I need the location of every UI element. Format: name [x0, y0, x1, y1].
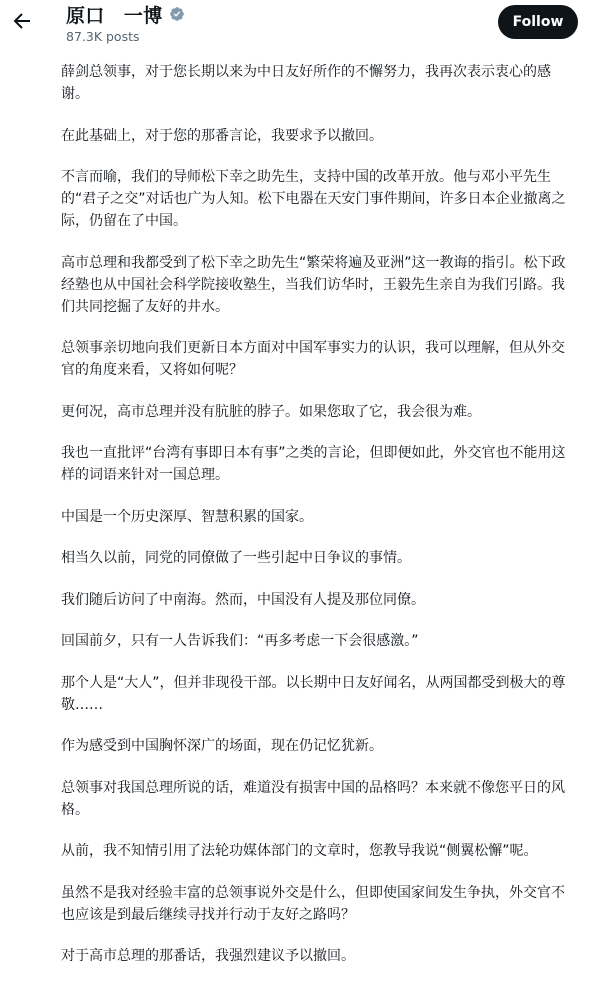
paragraph: 那个人是“大人”，但并非现役干部。以长期中日友好闻名，从两国都受到极大的尊敬……	[61, 674, 566, 713]
display-name: 原口 一博	[66, 4, 163, 27]
paragraph: 高市总理和我都受到了松下幸之助先生“繁荣将遍及亚洲”这一教诲的指引。松下政经塾也从中国社会科学院接收塾生，当我们访华时，王毅先生亲自为我们引路。我们共同挖掘了友好的井水。	[61, 254, 566, 315]
follow-button[interactable]: Follow	[498, 5, 578, 39]
back-button[interactable]	[10, 9, 34, 33]
paragraph: 相当久以前，同党的同僚做了一些引起中日争议的事情。	[61, 550, 411, 566]
paragraph: 从前，我不知情引用了法轮功媒体部门的文章时，您教导我说“侧翼松懈”呢。	[61, 843, 538, 859]
paragraph: 总领事亲切地向我们更新日本方面对中国军事实力的认识，我可以理解，但从外交官的角度来看，又将如何呢？	[61, 340, 565, 378]
arrow-left-icon	[10, 9, 34, 33]
paragraph: 更何况，高市总理并没有肮脏的脖子。如果您取了它，我会很为难。	[61, 403, 481, 420]
paragraph: 我也一直批评“台湾有事即日本有事”之类的言论，但即便如此，外交官也不能用这样的词语来针对一国总理。	[61, 445, 566, 483]
verified-badge-icon	[169, 6, 185, 22]
paragraph: 我们随后访问了中南海。然而，中国没有人提及那位同僚。	[61, 591, 425, 608]
post-text	[61, 61, 575, 987]
paragraph: 薛剑总领事，对于您长期以来为中日友好所作的不懈努力，我再次表示衷心的感谢。	[61, 64, 551, 102]
paragraph: 作为感受到中国胸怀深广的场面，现在仍记忆犹新。	[61, 738, 383, 754]
paragraph: 在此基础上，对于您的那番言论，我要求予以撤回。	[61, 127, 383, 144]
paragraph: 回国前夕，只有一人告诉我们：“再多考虑一下会很感激。”	[61, 633, 419, 649]
paragraph: 中国是一个历史深厚、智慧积累的国家。	[61, 508, 313, 525]
paragraph: 虽然不是我对经验丰富的总领事说外交是什么，但即使国家间发生争执，外交官不也应该是到最后继续寻找并行动于友好之路吗？	[61, 884, 565, 923]
profile-title	[66, 2, 185, 44]
paragraph: 不言而喻，我们的导师松下幸之助先生，支持中国的改革开放。他与邓小平先生的“君子之交”对话也广为人知。松下电器在天安门事件期间，许多日本企业撤离之际，仍留在了中国。	[61, 169, 566, 229]
profile-header	[0, 0, 589, 48]
paragraph: 总领事对我国总理所说的话，难道没有损害中国的品格吗？本来就不像您平日的风格。	[61, 779, 565, 818]
posts-count: 87.3K posts	[66, 29, 140, 44]
name-row	[66, 2, 185, 26]
paragraph: 对于高市总理的那番话，我强烈建议予以撤回。	[61, 948, 355, 964]
